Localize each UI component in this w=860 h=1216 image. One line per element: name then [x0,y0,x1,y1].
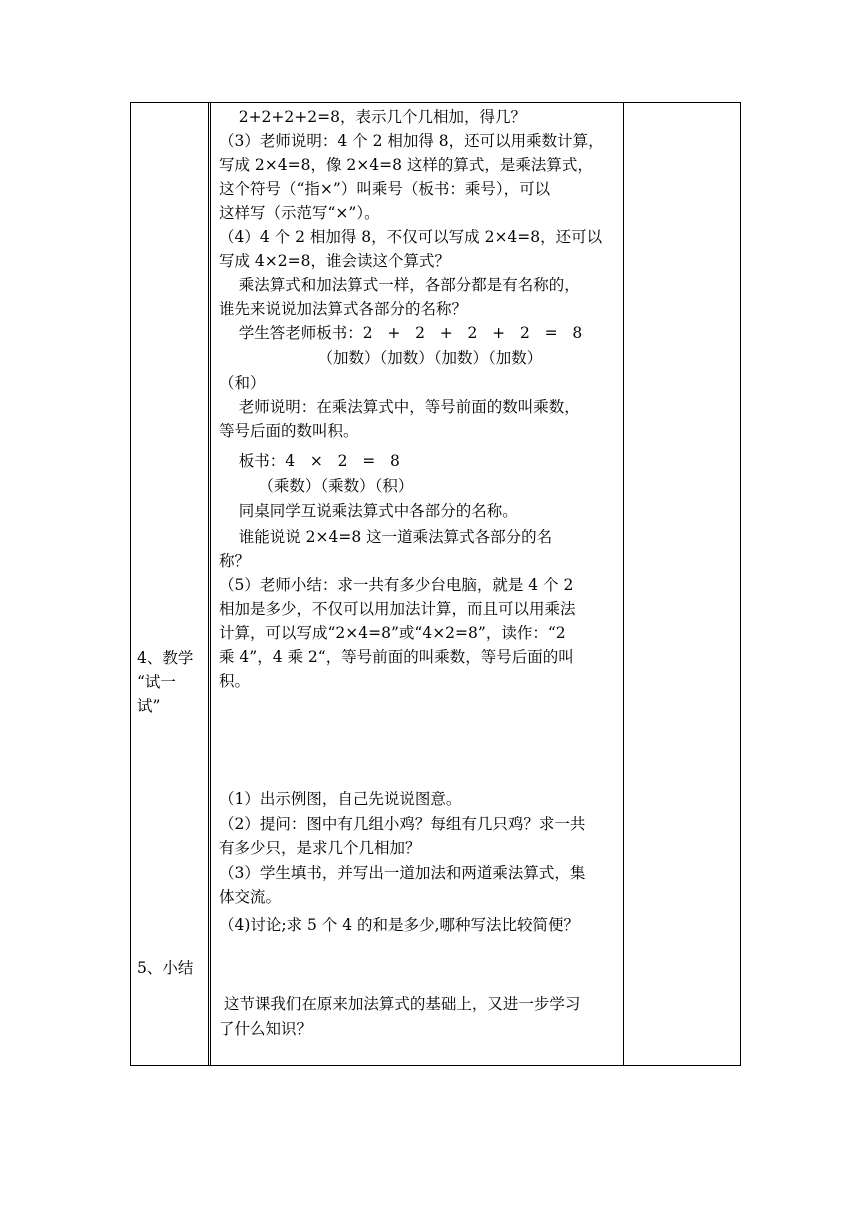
content-line: 有多少只，是求几个几相加？ [219,839,421,857]
content-line: 等号后面的数叫积。 [219,422,359,440]
content-line: 相加是多少，不仅可以用加法计算，而且可以用乘法 [219,600,576,618]
content-line: 板书：4 × 2 = 8 [219,452,400,470]
content-line: （2）提问：图中有几组小鸡？每组有几只鸡？求一共 [219,815,586,833]
content-line: （乘数）（乘数）（积） [219,477,414,495]
content-line: （4)讨论;求 5 个 4 的和是多少,哪种写法比较简便？ [219,916,579,934]
content-line: 写成 4×2=8，谁会读这个算式？ [219,252,450,270]
content-line: 计算，可以写成“2×4=8”或“4×2=8”，读作：“2 [219,624,566,642]
content-line: （5）老师小结：求一共有多少台电脑，就是 4 个 2 [219,576,574,594]
content-line: 这个符号（“指×”）叫乘号（板书：乘号），可以 [219,180,551,198]
content-line: 乘法算式和加法算式一样，各部分都是有名称的， [219,276,580,294]
content-line: 2+2+2+2=8，表示几个几相加，得几？ [219,108,526,126]
step-4-label-line2: “试一 [137,673,176,691]
content-line: 体交流。 [219,888,282,906]
content-line: 谁能说说 2×4=8 这一道乘法算式各部分的名 [219,528,553,546]
content-line: 称？ [219,552,251,570]
step-4-label-line1: 4、教学 [137,649,194,667]
column-divider-2 [210,103,211,1065]
content-line: 老师说明：在乘法算式中，等号前面的数叫乘数， [219,398,580,416]
step-5-label: 5、小结 [137,959,194,977]
content-line: （3）学生填书，并写出一道加法和两道乘法算式，集 [219,864,586,882]
content-line: 积。 [219,672,251,690]
content-line: （加数）（加数）（加数）（加数） [219,349,543,367]
lesson-table [130,102,741,1066]
content-line: 同桌同学互说乘法算式中各部分的名称。 [219,502,518,520]
column-divider-3 [623,103,624,1065]
content-line: 谁先来说说加法算式各部分的名称？ [219,300,468,318]
content-line: 了什么知识？ [219,1020,313,1038]
content-line: （1）出示例图，自己先说说图意。 [219,790,462,808]
content-line: 乘 4”，4 乘 2“，等号前面的叫乘数，等号后面的叫 [219,648,574,666]
content-line: 这节课我们在原来加法算式的基础上，又进一步学习 [219,995,581,1013]
content-line: （和） [219,374,266,392]
content-line: 学生答老师板书：2 + 2 + 2 + 2 = 8 [219,324,583,342]
content-line: 这样写（示范写“×”）。 [219,204,380,222]
content-line: （4）4 个 2 相加得 8，不仅可以写成 2×4=8，还可以 [219,228,603,246]
content-line: （3）老师说明：4 个 2 相加得 8，还可以用乘数计算， [219,132,604,150]
step-4-label-line3: 试” [137,697,161,715]
content-line: 写成 2×4=8，像 2×4=8 这样的算式，是乘法算式， [219,156,593,174]
